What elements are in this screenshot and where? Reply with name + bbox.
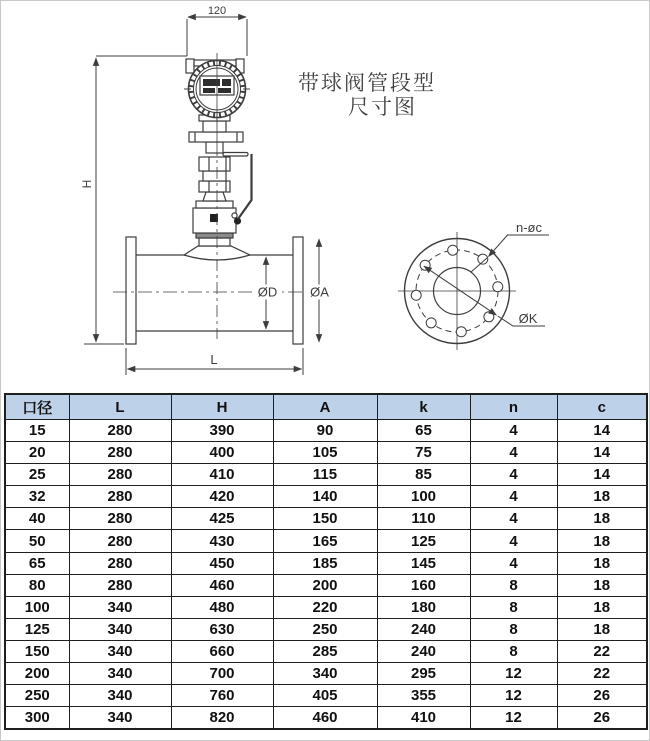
drawing-title-line2: 尺寸图 bbox=[348, 96, 417, 119]
table-cell: 8 bbox=[470, 574, 557, 596]
table-cell: 18 bbox=[557, 508, 647, 530]
table-cell: 115 bbox=[273, 464, 377, 486]
table-cell: 340 bbox=[69, 618, 171, 640]
table-cell: 420 bbox=[171, 486, 273, 508]
table-cell: 450 bbox=[171, 552, 273, 574]
table-row bbox=[5, 508, 647, 530]
drawing-title-line1: 带球阀管段型 bbox=[298, 72, 436, 95]
table-row bbox=[5, 574, 647, 596]
table-cell: 340 bbox=[273, 663, 377, 685]
display-segment-1 bbox=[203, 79, 220, 86]
table-cell: 22 bbox=[557, 640, 647, 662]
neck bbox=[203, 121, 226, 132]
bolt-hole bbox=[493, 282, 503, 292]
table-cell: 425 bbox=[171, 508, 273, 530]
handle-pivot bbox=[232, 213, 237, 218]
table-cell: 340 bbox=[69, 640, 171, 662]
table-header-col-5: n bbox=[470, 394, 557, 420]
valve-bottom-band bbox=[196, 233, 233, 238]
dim-nc-label: n-øc bbox=[516, 220, 542, 235]
bolt-hole bbox=[456, 327, 466, 337]
display-segment-4 bbox=[218, 88, 231, 93]
table-cell: 22 bbox=[557, 663, 647, 685]
table-cell: 140 bbox=[273, 486, 377, 508]
table-cell: 65 bbox=[377, 420, 470, 442]
table-row bbox=[5, 442, 647, 464]
saddle-stem bbox=[199, 238, 230, 246]
table-cell: 390 bbox=[171, 420, 273, 442]
table-cell: 105 bbox=[273, 442, 377, 464]
table-header-col-2: H bbox=[171, 394, 273, 420]
valve-top-collar bbox=[196, 201, 233, 208]
table-row bbox=[5, 685, 647, 707]
table-cell: 15 bbox=[5, 420, 69, 442]
table-cell: 4 bbox=[470, 508, 557, 530]
table-cell: 340 bbox=[69, 596, 171, 618]
table-cell: 280 bbox=[69, 464, 171, 486]
table-cell: 280 bbox=[69, 552, 171, 574]
dim-120-extensions bbox=[187, 19, 247, 56]
table-cell: 18 bbox=[557, 596, 647, 618]
table-header-row bbox=[5, 394, 647, 420]
table-cell: 100 bbox=[377, 486, 470, 508]
table-cell: 12 bbox=[470, 707, 557, 730]
technical-drawing-area bbox=[1, 1, 650, 393]
table-cell: 165 bbox=[273, 530, 377, 552]
table-cell: 8 bbox=[470, 640, 557, 662]
table-cell: 300 bbox=[5, 707, 69, 730]
table-cell: 4 bbox=[470, 530, 557, 552]
flange-face-view bbox=[398, 232, 549, 350]
table-cell: 110 bbox=[377, 508, 470, 530]
dim-120-label: 120 bbox=[207, 5, 227, 17]
table-cell: 4 bbox=[470, 552, 557, 574]
table-cell: 630 bbox=[171, 618, 273, 640]
table-cell: 280 bbox=[69, 508, 171, 530]
table-row bbox=[5, 663, 647, 685]
table-cell: 4 bbox=[470, 464, 557, 486]
table-cell: 180 bbox=[377, 596, 470, 618]
spacer bbox=[203, 171, 226, 181]
table-cell: 40 bbox=[5, 508, 69, 530]
table-cell: 430 bbox=[171, 530, 273, 552]
table-cell: 280 bbox=[69, 530, 171, 552]
table-cell: 14 bbox=[557, 420, 647, 442]
dim-D-label: ØD bbox=[257, 284, 278, 300]
table-cell: 240 bbox=[377, 640, 470, 662]
dim-K-label: ØK bbox=[518, 311, 538, 326]
table-cell: 14 bbox=[557, 464, 647, 486]
table-cell: 32 bbox=[5, 486, 69, 508]
table-cell: 18 bbox=[557, 486, 647, 508]
table-header-col-0: 口径 bbox=[5, 394, 69, 420]
table-cell: 85 bbox=[377, 464, 470, 486]
table-cell: 355 bbox=[377, 685, 470, 707]
side-pin bbox=[223, 153, 248, 157]
table-cell: 460 bbox=[171, 574, 273, 596]
table-cell: 280 bbox=[69, 486, 171, 508]
table-row bbox=[5, 596, 647, 618]
table-cell: 185 bbox=[273, 552, 377, 574]
table-cell: 400 bbox=[171, 442, 273, 464]
table-cell: 125 bbox=[377, 530, 470, 552]
table-cell: 26 bbox=[557, 685, 647, 707]
table-cell: 200 bbox=[5, 663, 69, 685]
hex-nut-lower bbox=[199, 181, 230, 192]
table-cell: 820 bbox=[171, 707, 273, 730]
table-cell: 340 bbox=[69, 707, 171, 730]
table-cell: 145 bbox=[377, 552, 470, 574]
table-row bbox=[5, 640, 647, 662]
table-cell: 90 bbox=[273, 420, 377, 442]
table-row bbox=[5, 707, 647, 730]
bolt-hole bbox=[426, 318, 436, 328]
table-body bbox=[5, 420, 647, 730]
table-cell: 480 bbox=[171, 596, 273, 618]
dim-H-label: H bbox=[80, 179, 94, 189]
table-cell: 280 bbox=[69, 420, 171, 442]
table-cell: 18 bbox=[557, 618, 647, 640]
table-cell: 150 bbox=[5, 640, 69, 662]
bolt-hole bbox=[448, 245, 458, 255]
table-cell: 240 bbox=[377, 618, 470, 640]
table-cell: 280 bbox=[69, 442, 171, 464]
table-cell: 18 bbox=[557, 530, 647, 552]
bolt-hole bbox=[484, 312, 494, 322]
table-row bbox=[5, 618, 647, 640]
table-cell: 14 bbox=[557, 442, 647, 464]
valve-handle bbox=[238, 154, 252, 219]
table-header-col-3: A bbox=[273, 394, 377, 420]
dim-A-label: ØA bbox=[310, 284, 329, 300]
table-cell: 125 bbox=[5, 618, 69, 640]
ball-valve-assembly bbox=[184, 115, 252, 260]
table-cell: 280 bbox=[69, 574, 171, 596]
display-segment-3 bbox=[203, 88, 215, 93]
table-cell: 405 bbox=[273, 685, 377, 707]
stem bbox=[206, 142, 223, 153]
table-cell: 4 bbox=[470, 420, 557, 442]
valve-adapter bbox=[203, 192, 226, 201]
table-cell: 340 bbox=[69, 685, 171, 707]
table-cell: 8 bbox=[470, 596, 557, 618]
table-header-col-1: L bbox=[69, 394, 171, 420]
hex-nut-upper bbox=[199, 157, 230, 171]
technical-drawing bbox=[1, 1, 650, 393]
table-cell: 160 bbox=[377, 574, 470, 596]
dim-120 bbox=[187, 17, 247, 56]
table-cell: 250 bbox=[273, 618, 377, 640]
table-row bbox=[5, 420, 647, 442]
table-cell: 65 bbox=[5, 552, 69, 574]
dimension-table bbox=[4, 393, 648, 730]
display-segment-2 bbox=[222, 79, 231, 86]
dim-nc-leader bbox=[489, 235, 509, 257]
table-cell: 410 bbox=[171, 464, 273, 486]
table-cell: 18 bbox=[557, 552, 647, 574]
pipe-left-flange bbox=[126, 237, 136, 344]
table-cell: 20 bbox=[5, 442, 69, 464]
table-cell: 80 bbox=[5, 574, 69, 596]
table-cell: 200 bbox=[273, 574, 377, 596]
table-cell: 4 bbox=[470, 486, 557, 508]
table-row bbox=[5, 552, 647, 574]
table-cell: 26 bbox=[557, 707, 647, 730]
table-cell: 8 bbox=[470, 618, 557, 640]
table-cell: 18 bbox=[557, 574, 647, 596]
table-cell: 12 bbox=[470, 685, 557, 707]
table-cell: 12 bbox=[470, 663, 557, 685]
table-cell: 760 bbox=[171, 685, 273, 707]
table-cell: 700 bbox=[171, 663, 273, 685]
head-lug-left bbox=[186, 59, 194, 73]
dim-L-label: L bbox=[210, 352, 218, 367]
table-row bbox=[5, 464, 647, 486]
pipe-right-flange bbox=[293, 237, 303, 344]
table-cell: 340 bbox=[69, 663, 171, 685]
table-cell: 295 bbox=[377, 663, 470, 685]
table-header-col-6: c bbox=[557, 394, 647, 420]
bolt-hole bbox=[411, 290, 421, 300]
table-cell: 75 bbox=[377, 442, 470, 464]
mount-plate bbox=[189, 132, 243, 142]
table-cell: 660 bbox=[171, 640, 273, 662]
table-cell: 25 bbox=[5, 464, 69, 486]
table-cell: 100 bbox=[5, 596, 69, 618]
bolt-hole bbox=[420, 260, 430, 270]
table-header-col-4: k bbox=[377, 394, 470, 420]
table-row bbox=[5, 486, 647, 508]
table-cell: 460 bbox=[273, 707, 377, 730]
table-cell: 220 bbox=[273, 596, 377, 618]
table-cell: 50 bbox=[5, 530, 69, 552]
table-cell: 285 bbox=[273, 640, 377, 662]
table-cell: 4 bbox=[470, 442, 557, 464]
table-cell: 410 bbox=[377, 707, 470, 730]
table-cell: 150 bbox=[273, 508, 377, 530]
table-row bbox=[5, 530, 647, 552]
table-cell: 250 bbox=[5, 685, 69, 707]
